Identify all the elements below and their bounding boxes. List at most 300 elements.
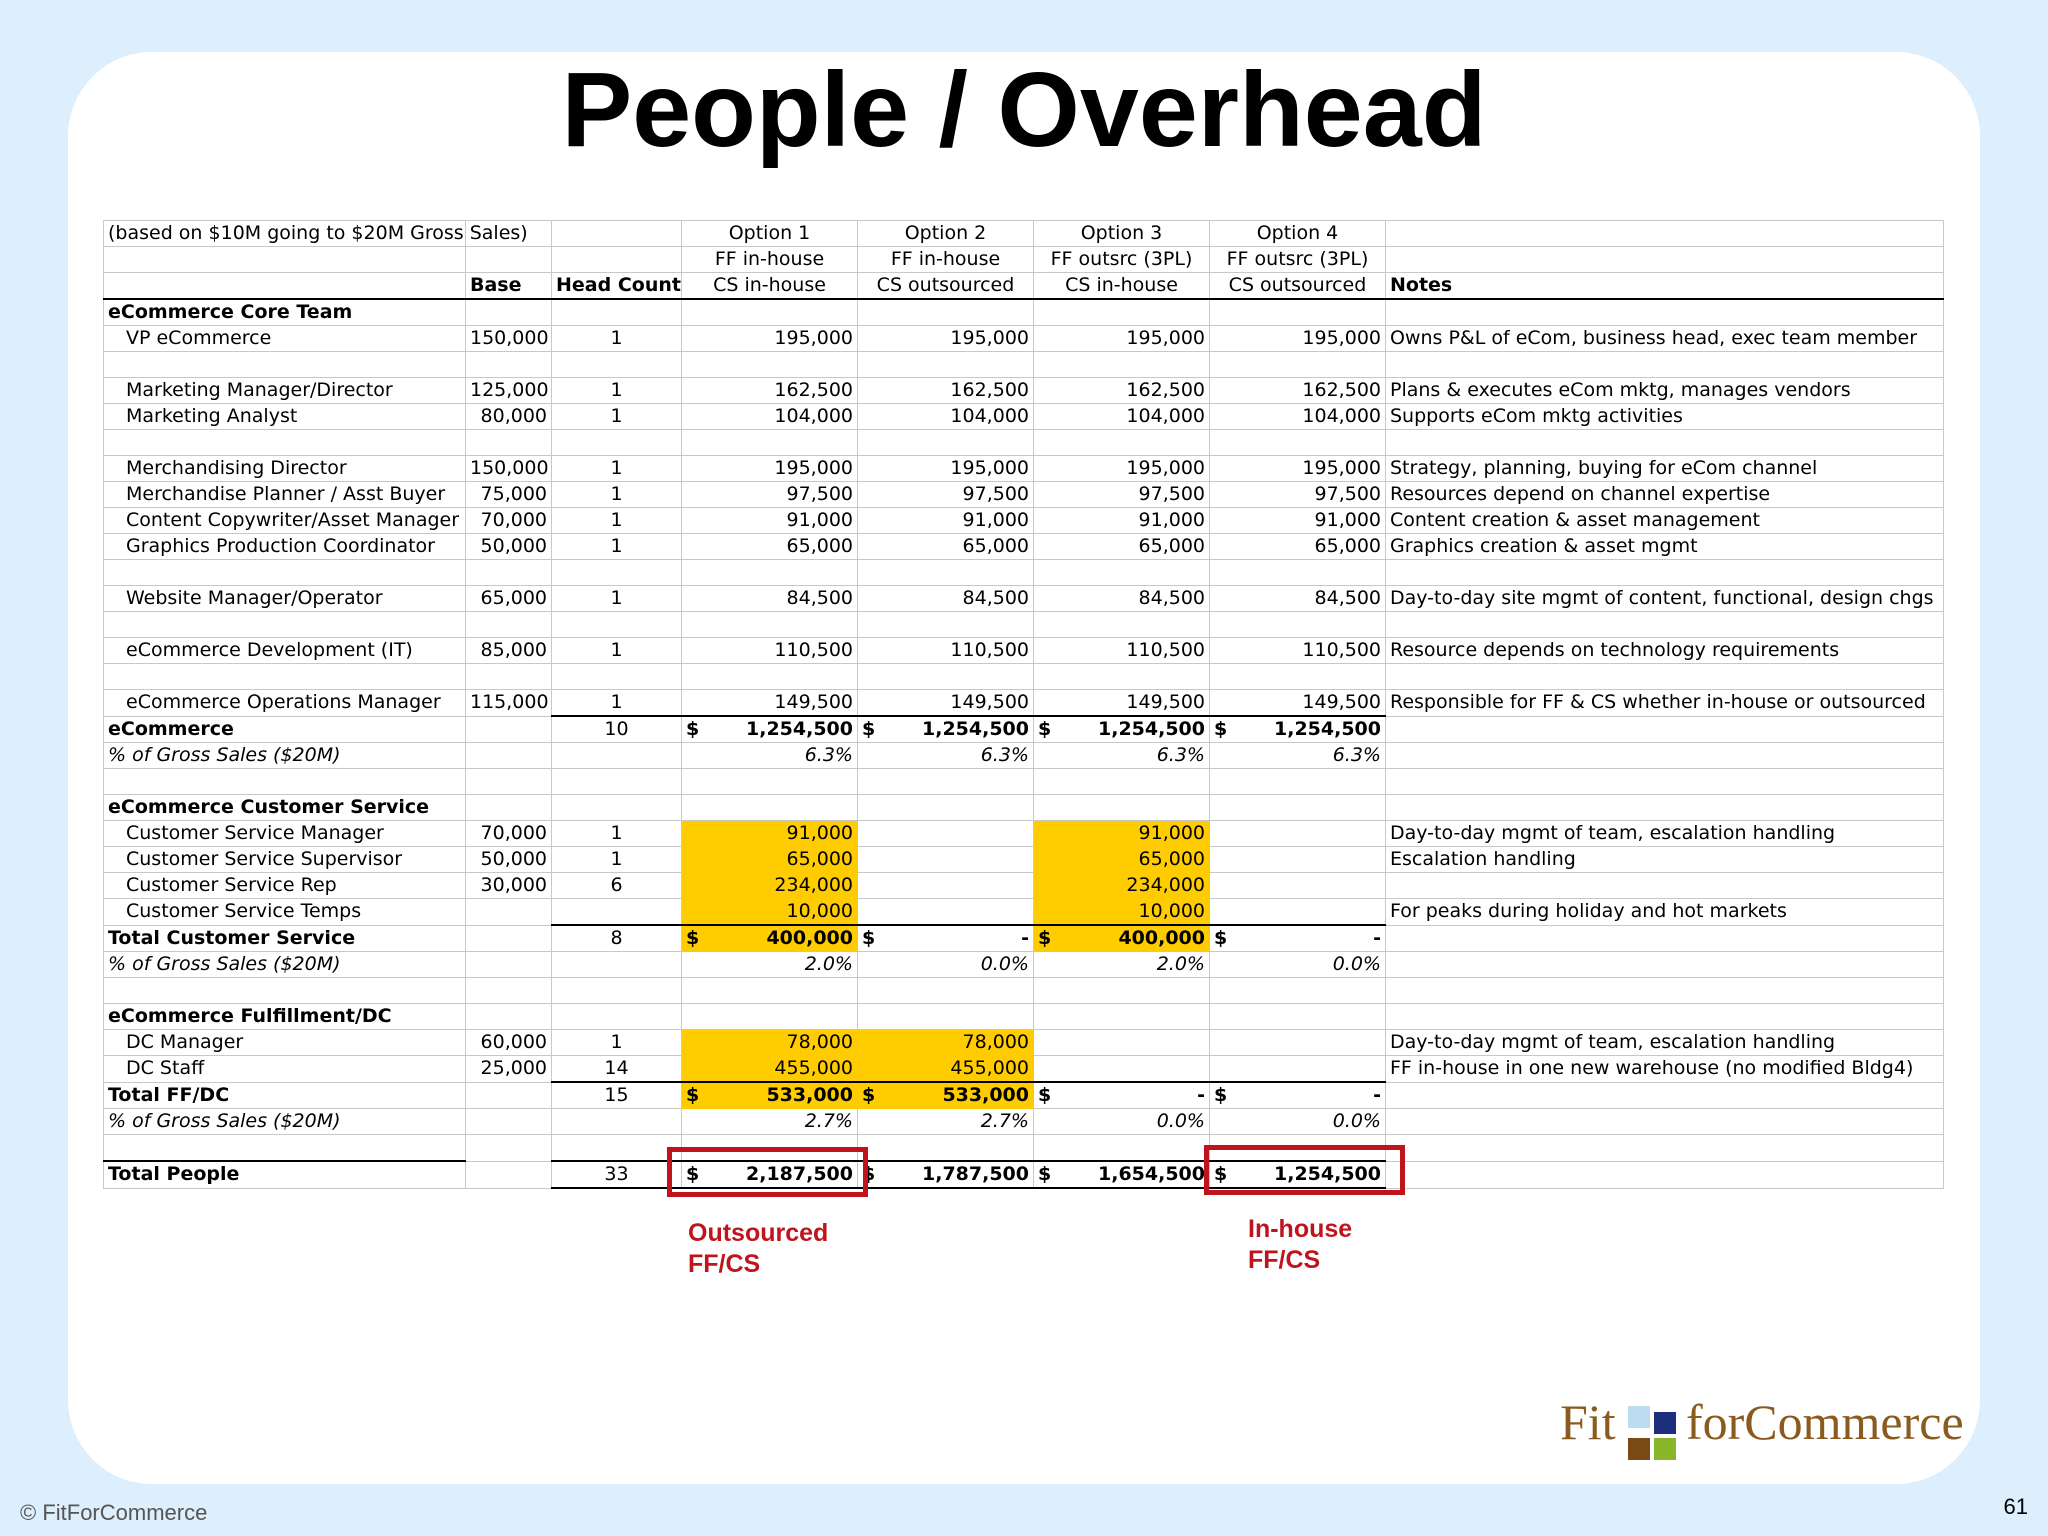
base-salary: 70,000 (466, 821, 552, 847)
option-3-subtotal (1034, 1082, 1210, 1109)
callout-outsourced-line1: Outsourced (688, 1219, 829, 1247)
table-row (104, 378, 1944, 404)
option-4-cost: 65,000 (1210, 534, 1386, 560)
empty-cell (104, 612, 466, 638)
empty-cell (552, 430, 682, 456)
table-row (104, 1004, 1944, 1030)
option-2-percent: 6.3% (858, 743, 1034, 769)
empty-cell (1210, 299, 1386, 326)
currency-symbol: $ (1214, 718, 1228, 740)
empty-cell (1386, 716, 1944, 743)
option-2-cost: 97,500 (858, 482, 1034, 508)
option-4-cost: 162,500 (1210, 378, 1386, 404)
subtotal-headcount: 15 (552, 1082, 682, 1109)
option-2-percent: 0.0% (858, 952, 1034, 978)
empty-cell (466, 978, 552, 1004)
row-note: Responsible for FF & CS whether in-house or outsourced (1386, 690, 1944, 717)
table-row (104, 508, 1944, 534)
row-note: Day-to-day site mgmt of content, functional, design chgs (1386, 586, 1944, 612)
currency-symbol: $ (1214, 1084, 1228, 1106)
head-count: 1 (552, 534, 682, 560)
empty-cell (552, 664, 682, 690)
option-1-percent: 2.0% (682, 952, 858, 978)
empty-cell (466, 299, 552, 326)
empty-cell (1386, 1109, 1944, 1135)
base-salary: 50,000 (466, 847, 552, 873)
amount: 1,787,500 (922, 1163, 1029, 1185)
subtotal-label: eCommerce (104, 716, 466, 743)
head-count (552, 899, 682, 926)
base-salary: 150,000 (466, 456, 552, 482)
role-label: Marketing Manager/Director (104, 378, 466, 404)
empty-cell (552, 743, 682, 769)
callout-inhouse-line1: In-house (1248, 1215, 1353, 1243)
role-label: Customer Service Supervisor (104, 847, 466, 873)
page-title: People / Overhead (561, 51, 1487, 169)
currency-value (862, 926, 1029, 951)
empty-cell (466, 1082, 552, 1109)
head-count: 1 (552, 638, 682, 664)
option-2-cost: 65,000 (858, 534, 1034, 560)
empty-cell (1034, 560, 1210, 586)
option-3-cost: 91,000 (1034, 508, 1210, 534)
empty-cell (682, 978, 858, 1004)
currency-symbol: $ (1038, 718, 1052, 740)
header-option-cs-2: CS outsourced (858, 273, 1034, 300)
option-4-cost: 91,000 (1210, 508, 1386, 534)
header-option-3: Option 3 (1034, 221, 1210, 247)
empty-cell (466, 743, 552, 769)
option-2-cost: 84,500 (858, 586, 1034, 612)
currency-symbol: $ (1214, 1163, 1228, 1185)
option-2-cost (858, 899, 1034, 926)
header-row-1 (104, 221, 1944, 247)
row-note: Supports eCom mktg activities (1386, 404, 1944, 430)
callout-outsourced (688, 1218, 828, 1280)
subtotal-label: Total FF/DC (104, 1082, 466, 1109)
table-row (104, 352, 1944, 378)
head-count: 1 (552, 482, 682, 508)
empty-cell (552, 769, 682, 795)
empty-cell (1210, 769, 1386, 795)
currency-symbol: $ (862, 1084, 876, 1106)
empty-cell (552, 560, 682, 586)
option-3-cost: 234,000 (1034, 873, 1210, 899)
header-option-ff-2: FF in-house (858, 247, 1034, 273)
header-row-3 (104, 273, 1944, 300)
base-salary (466, 899, 552, 926)
option-2-cost: 455,000 (858, 1056, 1034, 1083)
empty-cell (466, 352, 552, 378)
empty-cell (1386, 978, 1944, 1004)
currency-value (686, 1083, 853, 1108)
role-label: Graphics Production Coordinator (104, 534, 466, 560)
amount: 2,187,500 (746, 1163, 853, 1185)
option-3-cost (1034, 1056, 1210, 1083)
role-label: Merchandise Planner / Asst Buyer (104, 482, 466, 508)
logo-square-navy-icon (1654, 1412, 1676, 1434)
empty-cell (1034, 795, 1210, 821)
percent-label: % of Gross Sales ($20M) (104, 952, 466, 978)
empty-cell (858, 664, 1034, 690)
head-count: 1 (552, 1030, 682, 1056)
empty-cell (1386, 1082, 1944, 1109)
option-1-cost: 65,000 (682, 847, 858, 873)
empty-cell (1034, 1135, 1210, 1162)
option-1-cost: 162,500 (682, 378, 858, 404)
percent-label: % of Gross Sales ($20M) (104, 743, 466, 769)
spreadsheet-table (103, 220, 1944, 1189)
base-salary: 50,000 (466, 534, 552, 560)
header-option-cs-3: CS in-house (1034, 273, 1210, 300)
currency-symbol: $ (686, 927, 700, 949)
header-empty (1386, 221, 1944, 247)
amount: 1,254,500 (1098, 718, 1205, 740)
option-2-cost: 149,500 (858, 690, 1034, 717)
callout-inhouse (1248, 1214, 1352, 1276)
empty-cell (1210, 430, 1386, 456)
table-row (104, 899, 1944, 926)
option-2-cost: 162,500 (858, 378, 1034, 404)
base-salary: 60,000 (466, 1030, 552, 1056)
logo-square-green-icon (1654, 1438, 1676, 1460)
logo-text-fit: Fit (1560, 1394, 1616, 1450)
copyright-footer: © FitForCommerce (20, 1500, 208, 1525)
header-basis-note: (based on $10M going to $20M Gross Sales) (104, 221, 466, 247)
amount: 1,654,500 (1098, 1163, 1205, 1185)
option-2-cost: 78,000 (858, 1030, 1034, 1056)
empty-cell (682, 769, 858, 795)
base-salary: 65,000 (466, 586, 552, 612)
option-4-percent: 0.0% (1210, 1109, 1386, 1135)
header-option-ff-1: FF in-house (682, 247, 858, 273)
table-row (104, 1030, 1944, 1056)
empty-cell (1386, 952, 1944, 978)
empty-cell (858, 299, 1034, 326)
option-1-cost: 110,500 (682, 638, 858, 664)
empty-cell (858, 430, 1034, 456)
table-row (104, 769, 1944, 795)
empty-cell (682, 1004, 858, 1030)
option-3-percent: 2.0% (1034, 952, 1210, 978)
empty-cell (1210, 1004, 1386, 1030)
currency-value (1038, 1162, 1205, 1187)
table-row (104, 404, 1944, 430)
option-2-cost: 195,000 (858, 326, 1034, 352)
role-label: Customer Service Temps (104, 899, 466, 926)
empty-cell (466, 612, 552, 638)
option-3-cost: 162,500 (1034, 378, 1210, 404)
option-1-percent: 2.7% (682, 1109, 858, 1135)
empty-cell (552, 795, 682, 821)
head-count: 1 (552, 378, 682, 404)
row-note: Escalation handling (1386, 847, 1944, 873)
role-label: Merchandising Director (104, 456, 466, 482)
empty-cell (104, 1135, 466, 1162)
option-1-cost: 65,000 (682, 534, 858, 560)
role-label: Marketing Analyst (104, 404, 466, 430)
option-2-subtotal (858, 1082, 1034, 1109)
row-note (1386, 873, 1944, 899)
empty-cell (1386, 430, 1944, 456)
base-salary: 80,000 (466, 404, 552, 430)
header-headcount: Head Count (552, 273, 682, 300)
option-1-cost: 149,500 (682, 690, 858, 717)
currency-value (686, 926, 853, 951)
head-count: 1 (552, 847, 682, 873)
empty-cell (858, 560, 1034, 586)
empty-cell (466, 1004, 552, 1030)
row-note: Graphics creation & asset mgmt (1386, 534, 1944, 560)
section-label: eCommerce Customer Service (104, 795, 466, 821)
option-4-cost (1210, 821, 1386, 847)
header-row-2 (104, 247, 1944, 273)
empty-cell (858, 795, 1034, 821)
head-count: 1 (552, 404, 682, 430)
header-empty (104, 273, 466, 300)
row-note: Content creation & asset management (1386, 508, 1944, 534)
table-row (104, 638, 1944, 664)
amount: - (1373, 1084, 1381, 1106)
option-3-subtotal (1034, 925, 1210, 952)
role-label: VP eCommerce (104, 326, 466, 352)
head-count: 1 (552, 508, 682, 534)
option-4-subtotal (1210, 925, 1386, 952)
table-row (104, 456, 1944, 482)
empty-cell (1034, 430, 1210, 456)
head-count: 1 (552, 821, 682, 847)
empty-cell (682, 560, 858, 586)
empty-cell (104, 352, 466, 378)
role-label: Content Copywriter/Asset Manager (104, 508, 466, 534)
currency-symbol: $ (1214, 927, 1228, 949)
empty-cell (1210, 664, 1386, 690)
empty-cell (466, 1109, 552, 1135)
empty-cell (1386, 352, 1944, 378)
header-option-cs-4: CS outsourced (1210, 273, 1386, 300)
empty-cell (552, 299, 682, 326)
row-note: Day-to-day mgmt of team, escalation handling (1386, 1030, 1944, 1056)
table-row (104, 952, 1944, 978)
head-count: 6 (552, 873, 682, 899)
table-row (104, 821, 1944, 847)
empty-cell (858, 1004, 1034, 1030)
base-salary: 70,000 (466, 508, 552, 534)
empty-cell (1034, 1004, 1210, 1030)
amount: - (1021, 927, 1029, 949)
base-salary: 125,000 (466, 378, 552, 404)
empty-cell (1034, 769, 1210, 795)
currency-symbol: $ (862, 718, 876, 740)
empty-cell (1386, 795, 1944, 821)
table-row (104, 925, 1944, 952)
option-4-cost: 195,000 (1210, 326, 1386, 352)
empty-cell (466, 1135, 552, 1162)
empty-cell (466, 664, 552, 690)
option-2-cost: 91,000 (858, 508, 1034, 534)
option-1-cost: 234,000 (682, 873, 858, 899)
option-2-grand-total (858, 1161, 1034, 1188)
option-4-cost (1210, 873, 1386, 899)
head-count: 14 (552, 1056, 682, 1083)
option-1-cost: 455,000 (682, 1056, 858, 1083)
option-3-percent: 6.3% (1034, 743, 1210, 769)
amount: - (1197, 1084, 1205, 1106)
empty-cell (1386, 925, 1944, 952)
empty-cell (104, 978, 466, 1004)
table-row (104, 534, 1944, 560)
table-row (104, 978, 1944, 1004)
percent-label: % of Gross Sales ($20M) (104, 1109, 466, 1135)
page-number: 61 (2003, 1494, 2028, 1519)
table-row (104, 716, 1944, 743)
option-4-percent: 6.3% (1210, 743, 1386, 769)
option-2-cost: 110,500 (858, 638, 1034, 664)
empty-cell (858, 612, 1034, 638)
header-empty (1386, 247, 1944, 273)
empty-cell (682, 299, 858, 326)
subtotal-headcount: 10 (552, 716, 682, 743)
empty-cell (466, 716, 552, 743)
option-4-percent: 0.0% (1210, 952, 1386, 978)
amount: 1,254,500 (1274, 1163, 1381, 1185)
header-base: Base (466, 273, 552, 300)
grand-total-label: Total People (104, 1161, 466, 1188)
currency-value (1038, 926, 1205, 951)
option-1-cost: 10,000 (682, 899, 858, 926)
currency-symbol: $ (862, 927, 876, 949)
subtotal-label: Total Customer Service (104, 925, 466, 952)
empty-cell (552, 1004, 682, 1030)
head-count: 1 (552, 586, 682, 612)
section-label: eCommerce Fulfillment/DC (104, 1004, 466, 1030)
option-3-subtotal (1034, 716, 1210, 743)
currency-value (1214, 926, 1381, 951)
table-row (104, 873, 1944, 899)
currency-symbol: $ (686, 1163, 700, 1185)
grand-total-headcount: 33 (552, 1161, 682, 1188)
option-1-cost: 195,000 (682, 326, 858, 352)
option-2-subtotal (858, 716, 1034, 743)
amount: 1,254,500 (746, 718, 853, 740)
empty-cell (858, 352, 1034, 378)
empty-cell (1210, 612, 1386, 638)
currency-value (686, 717, 853, 742)
empty-cell (466, 1161, 552, 1188)
empty-cell (466, 795, 552, 821)
empty-cell (552, 952, 682, 978)
option-4-cost (1210, 1030, 1386, 1056)
option-1-subtotal (682, 716, 858, 743)
option-1-cost: 195,000 (682, 456, 858, 482)
table-row (104, 664, 1944, 690)
empty-cell (552, 352, 682, 378)
table-row (104, 1135, 1944, 1162)
header-empty (104, 247, 466, 273)
base-salary: 30,000 (466, 873, 552, 899)
empty-cell (682, 664, 858, 690)
currency-symbol: $ (1038, 1163, 1052, 1185)
empty-cell (466, 925, 552, 952)
callout-box-option4-total (1204, 1145, 1405, 1195)
empty-cell (1386, 612, 1944, 638)
empty-cell (682, 430, 858, 456)
empty-cell (858, 1135, 1034, 1162)
currency-value (1214, 1083, 1381, 1108)
option-1-cost: 97,500 (682, 482, 858, 508)
amount: 1,254,500 (922, 718, 1029, 740)
table-row (104, 586, 1944, 612)
option-1-cost: 84,500 (682, 586, 858, 612)
table-row (104, 482, 1944, 508)
empty-cell (552, 1135, 682, 1162)
role-label: eCommerce Operations Manager (104, 690, 466, 717)
empty-cell (1386, 769, 1944, 795)
header-option-cs-1: CS in-house (682, 273, 858, 300)
option-3-cost: 149,500 (1034, 690, 1210, 717)
table-row (104, 795, 1944, 821)
role-label: DC Staff (104, 1056, 466, 1083)
empty-cell (1210, 795, 1386, 821)
amount: - (1373, 927, 1381, 949)
base-salary: 25,000 (466, 1056, 552, 1083)
empty-cell (1034, 299, 1210, 326)
currency-symbol: $ (686, 1084, 700, 1106)
header-empty (466, 247, 552, 273)
empty-cell (1386, 560, 1944, 586)
role-label: eCommerce Development (IT) (104, 638, 466, 664)
currency-value (862, 1162, 1029, 1187)
option-4-cost: 149,500 (1210, 690, 1386, 717)
empty-cell (858, 769, 1034, 795)
table-row (104, 1161, 1944, 1188)
amount: 533,000 (766, 1084, 853, 1106)
currency-symbol: $ (862, 1163, 876, 1185)
empty-cell (682, 352, 858, 378)
table-row (104, 326, 1944, 352)
option-2-cost (858, 873, 1034, 899)
option-1-cost: 91,000 (682, 821, 858, 847)
empty-cell (1386, 299, 1944, 326)
row-note: Strategy, planning, buying for eCom channel (1386, 456, 1944, 482)
option-4-cost (1210, 1056, 1386, 1083)
empty-cell (466, 430, 552, 456)
row-note: Plans & executes eCom mktg, manages vendors (1386, 378, 1944, 404)
base-salary: 115,000 (466, 690, 552, 717)
empty-cell (1386, 664, 1944, 690)
option-2-percent: 2.7% (858, 1109, 1034, 1135)
empty-cell (1386, 1004, 1944, 1030)
empty-cell (104, 664, 466, 690)
empty-cell (1034, 978, 1210, 1004)
table-row (104, 560, 1944, 586)
empty-cell (552, 978, 682, 1004)
head-count: 1 (552, 690, 682, 717)
logo-square-lightblue-icon (1628, 1406, 1650, 1428)
logo-square-brown-icon (1628, 1438, 1650, 1460)
logo-text-forcommerce: forCommerce (1686, 1394, 1964, 1450)
option-3-cost: 65,000 (1034, 534, 1210, 560)
option-1-cost: 104,000 (682, 404, 858, 430)
option-3-cost: 65,000 (1034, 847, 1210, 873)
option-3-cost: 84,500 (1034, 586, 1210, 612)
option-3-cost: 97,500 (1034, 482, 1210, 508)
currency-value (1038, 1083, 1205, 1108)
empty-cell (1034, 612, 1210, 638)
header-option-1: Option 1 (682, 221, 858, 247)
option-4-cost: 84,500 (1210, 586, 1386, 612)
row-note: Day-to-day mgmt of team, escalation handling (1386, 821, 1944, 847)
